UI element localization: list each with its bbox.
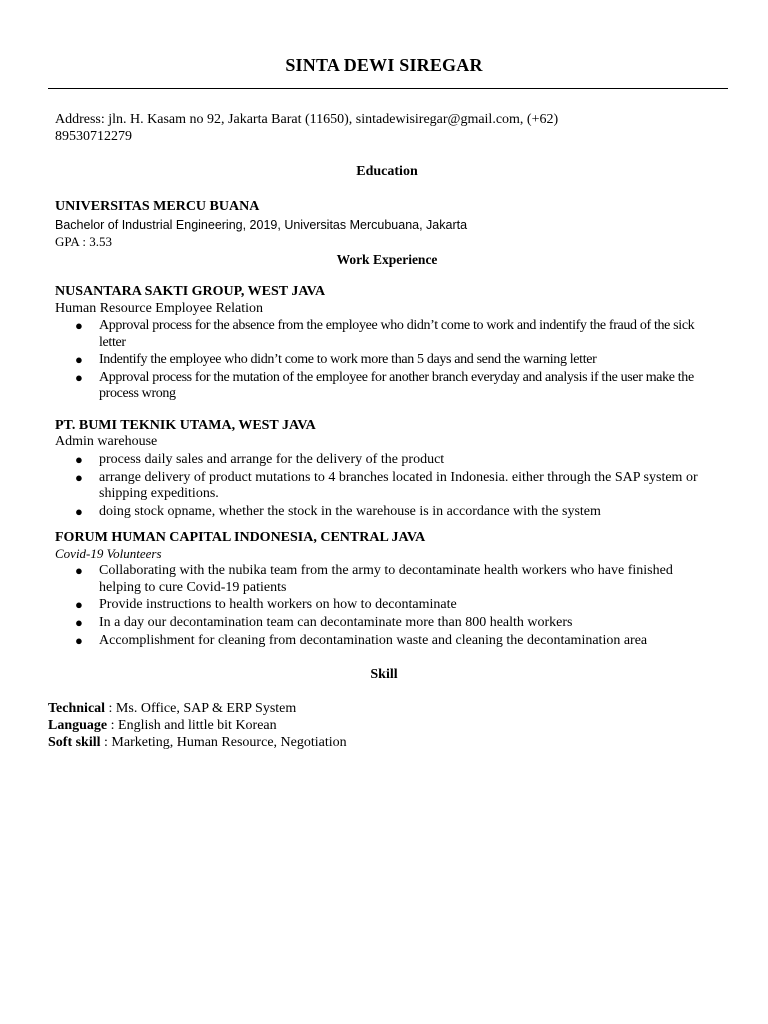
skill-row	[48, 700, 347, 717]
duty-text: process daily sales and arrange for the delivery of the product	[99, 452, 445, 467]
duty-text: arrange delivery of product mutations to 4 branches located in Indonesia. either through the SAP system or shipping expeditions.	[99, 469, 698, 502]
job-role: Admin warehouse	[55, 434, 158, 449]
list-item	[0, 615, 699, 632]
duty-text: Accomplishment for cleaning from decontamination waste and cleaning the decontamination area	[99, 632, 648, 648]
list-item	[0, 318, 699, 351]
list-item	[0, 370, 699, 403]
bullet-icon: ●	[75, 318, 83, 333]
skill-value: : English and little bit Korean	[107, 718, 277, 733]
job-role: Covid-19 Volunteers	[55, 546, 162, 561]
list-item	[0, 352, 699, 369]
list-item	[0, 563, 699, 596]
job-company: FORUM HUMAN CAPITAL INDONESIA, CENTRAL JAVA	[55, 530, 426, 545]
bullet-icon: ●	[75, 469, 83, 485]
job-duties	[0, 563, 699, 650]
education-institution: UNIVERSITAS MERCU BUANA	[55, 199, 260, 214]
skill-label: Language	[48, 718, 108, 733]
list-item	[0, 470, 699, 503]
job-company: NUSANTARA SAKTI GROUP, WEST JAVA	[55, 284, 326, 299]
job-duties	[0, 318, 699, 404]
duty-text: Collaborating with the nubika team from the army to decontaminate health workers who have finished helping to cure Covid-19 patients	[99, 563, 673, 595]
job-duties	[0, 452, 699, 522]
duty-text: In a day our decontamination team can decontaminate more than 800 health workers	[99, 614, 573, 630]
list-item	[0, 452, 699, 469]
bullet-icon: ●	[75, 563, 83, 578]
list-item	[0, 597, 699, 614]
contact-address: Address: jln. H. Kasam no 92, Jakarta Barat (11650), sintadewisiregar@gmail.com, (+62) 89530712279	[55, 112, 559, 144]
work-heading: Work Experience	[336, 252, 438, 267]
duty-text: doing stock opname, whether the stock in the warehouse is in accordance with the system	[99, 503, 601, 519]
resume-name: SINTA DEWI SIREGAR	[285, 55, 483, 75]
bullet-icon: ●	[75, 452, 83, 467]
skill-label: Technical	[48, 701, 106, 716]
duty-text: Provide instructions to health workers on how to decontaminate	[99, 597, 457, 613]
bullet-icon: ●	[75, 503, 83, 519]
skill-label: Soft skill	[48, 735, 101, 750]
education-gpa: GPA : 3.53	[55, 234, 112, 249]
duty-text: Approval process for the mutation of the employee for another branch everyday and analysis if the user make the process wrong	[99, 369, 694, 402]
education-heading: Education	[356, 164, 418, 179]
list-item	[0, 504, 699, 521]
skill-value: : Ms. Office, SAP & ERP System	[105, 701, 297, 716]
skill-list	[48, 700, 347, 751]
bullet-icon: ●	[75, 369, 83, 385]
bullet-icon: ●	[75, 632, 83, 648]
bullet-icon: ●	[75, 614, 83, 630]
duty-text: Approval process for the absence from the employee who didn’t come to work and indentify the fraud of the sick letter	[99, 318, 695, 350]
skill-row	[48, 717, 347, 734]
job-role: Human Resource Employee Relation	[55, 301, 263, 316]
education-degree: Bachelor of Industrial Engineering, 2019, Universitas Mercubuana, Jakarta	[55, 218, 468, 232]
duty-text: Indentify the employee who didn’t come to work more than 5 days and send the warning letter	[99, 352, 597, 368]
header-divider	[48, 88, 728, 89]
job-company: PT. BUMI TEKNIK UTAMA, WEST JAVA	[55, 418, 316, 433]
bullet-icon: ●	[75, 352, 83, 368]
skill-row	[48, 734, 347, 751]
skill-heading: Skill	[370, 667, 398, 682]
skill-value: : Marketing, Human Resource, Negotiation	[100, 735, 347, 750]
bullet-icon: ●	[75, 597, 83, 613]
list-item	[0, 633, 699, 650]
